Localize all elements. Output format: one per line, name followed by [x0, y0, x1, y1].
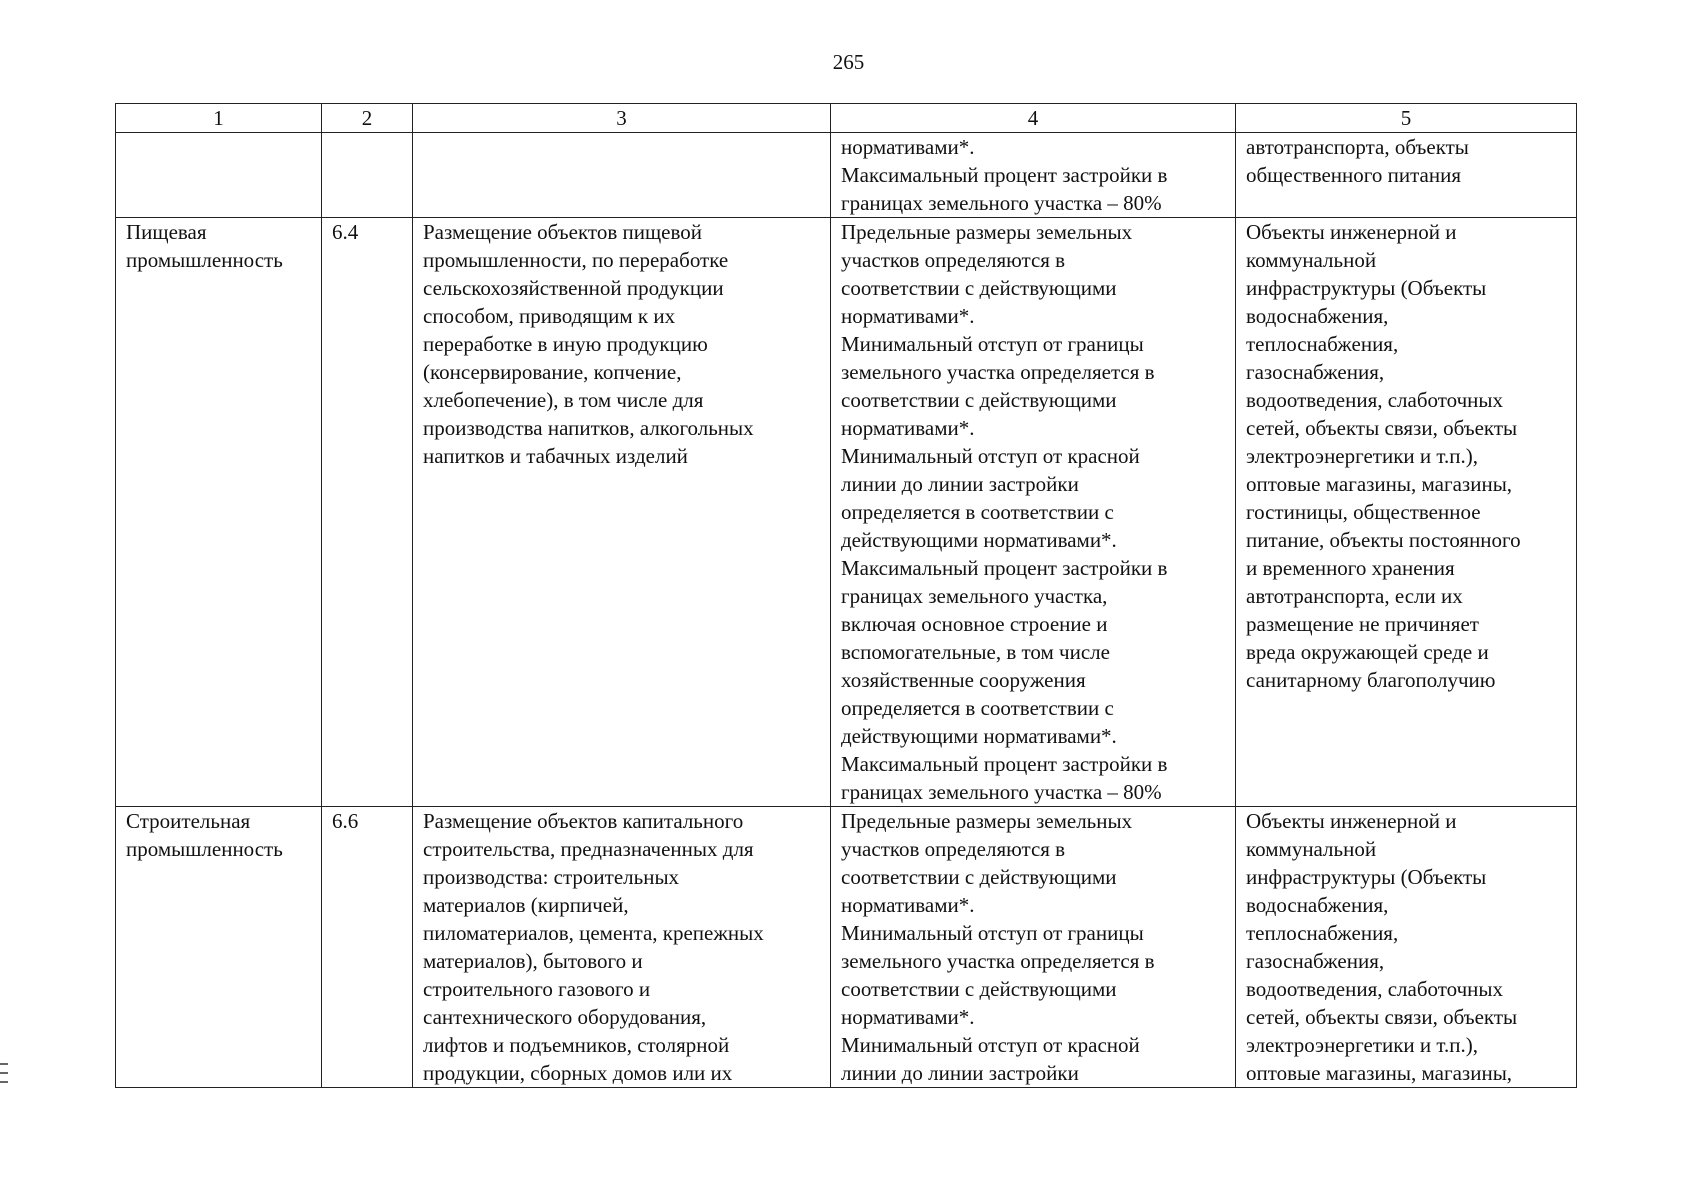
- cell-text-line: промышленность: [126, 248, 283, 272]
- cell-text-line: сантехнического оборудования,: [423, 1005, 707, 1029]
- cell-text-line: Максимальный процент застройки в: [841, 163, 1168, 187]
- cell-text-line: лифтов и подъемников, столярной: [423, 1033, 730, 1057]
- column-header: 4: [831, 104, 1236, 133]
- zoning-table-container: [115, 103, 1576, 1088]
- column-header: 2: [322, 104, 413, 133]
- cell-text-line: земельного участка определяется в: [841, 949, 1155, 973]
- cell-text-line: действующими нормативами*.: [841, 724, 1117, 748]
- cell-text-line: (консервирование, копчение,: [423, 360, 682, 384]
- cell-text-line: материалов), бытового и: [423, 949, 643, 973]
- table-header-row: [116, 104, 1577, 133]
- cell-text-line: границах земельного участка,: [841, 584, 1108, 608]
- auxiliary-uses-cell: [1236, 807, 1577, 1088]
- cell-text-line: хлебопечение), в том числе для: [423, 388, 704, 412]
- cell-text-line: 6.4: [332, 220, 359, 244]
- cell-text-line: строительного газового и: [423, 977, 651, 1001]
- cell-text-line: продукции, сборных домов или их: [423, 1061, 733, 1085]
- cell-text-line: промышленность: [126, 837, 283, 861]
- cell-text-line: соответствии с действующими: [841, 276, 1117, 300]
- cell-text-line: способом, приводящим к их: [423, 304, 676, 328]
- cell-text-line: теплоснабжения,: [1246, 332, 1399, 356]
- cell-text-line: напитков и табачных изделий: [423, 444, 688, 468]
- cell-text-line: Размещение объектов капитального: [423, 809, 744, 833]
- cell-text-line: коммунальной: [1246, 837, 1377, 861]
- cell-text-line: производства напитков, алкогольных: [423, 416, 754, 440]
- cell-text-line: нормативами*.: [841, 893, 975, 917]
- cell-text-line: нормативами*.: [841, 304, 975, 328]
- cell-text-line: соответствии с действующими: [841, 977, 1117, 1001]
- parameters-cell: [831, 807, 1236, 1088]
- cell-text-line: земельного участка определяется в: [841, 360, 1155, 384]
- column-header: 5: [1236, 104, 1577, 133]
- cell-text-line: сетей, объекты связи, объекты: [1246, 1005, 1518, 1029]
- column-header: 1: [116, 104, 322, 133]
- cell-text-line: соответствии с действующими: [841, 865, 1117, 889]
- column-header: 3: [413, 104, 831, 133]
- cell-text-line: инфраструктуры (Объекты: [1246, 276, 1487, 300]
- use-description-cell: [413, 807, 831, 1088]
- cell-text-line: Пищевая: [126, 220, 207, 244]
- use-code-cell: [322, 218, 413, 807]
- use-description-cell: [413, 218, 831, 807]
- use-code-cell: [322, 807, 413, 1088]
- cell-text-line: Максимальный процент застройки в: [841, 556, 1168, 580]
- cell-text-line: определяется в соответствии с: [841, 500, 1114, 524]
- cell-text-line: автотранспорта, если их: [1246, 584, 1463, 608]
- cell-text-line: размещение не причиняет: [1246, 612, 1479, 636]
- cell-text-line: нормативами*.: [841, 1005, 975, 1029]
- cell-text-line: промышленности, по переработке: [423, 248, 729, 272]
- cell-text-line: сельскохозяйственной продукции: [423, 276, 724, 300]
- cell-text-line: участков определяются в: [841, 248, 1066, 272]
- cell-text-line: Максимальный процент застройки в: [841, 752, 1168, 776]
- cell-text-line: сетей, объекты связи, объекты: [1246, 416, 1518, 440]
- table-body: [116, 133, 1577, 1088]
- cell-text-line: инфраструктуры (Объекты: [1246, 865, 1487, 889]
- cell-text-line: водоотведения, слаботочных: [1246, 388, 1504, 412]
- use-name-cell: [116, 133, 322, 218]
- cell-text-line: Предельные размеры земельных: [841, 220, 1133, 244]
- cell-text-line: переработке в иную продукцию: [423, 332, 708, 356]
- cell-text-line: участков определяются в: [841, 837, 1066, 861]
- use-description-cell: [413, 133, 831, 218]
- cell-text-line: пиломатериалов, цемента, крепежных: [423, 921, 764, 945]
- cell-text-line: водоотведения, слаботочных: [1246, 977, 1504, 1001]
- auxiliary-uses-cell: [1236, 218, 1577, 807]
- cell-text-line: линии до линии застройки: [841, 1061, 1079, 1085]
- cell-text-line: водоснабжения,: [1246, 304, 1389, 328]
- cell-text-line: Строительная: [126, 809, 251, 833]
- cell-text-line: гостиницы, общественное: [1246, 500, 1481, 524]
- cell-text-line: определяется в соответствии с: [841, 696, 1114, 720]
- cell-text-line: действующими нормативами*.: [841, 528, 1117, 552]
- auxiliary-uses-cell: [1236, 133, 1577, 218]
- cell-text-line: строительства, предназначенных для: [423, 837, 754, 861]
- cell-text-line: нормативами*.: [841, 416, 975, 440]
- cell-text-line: Объекты инженерной и: [1246, 220, 1457, 244]
- cell-text-line: Минимальный отступ от границы: [841, 332, 1144, 356]
- cell-text-line: Предельные размеры земельных: [841, 809, 1133, 833]
- cell-text-line: общественного питания: [1246, 163, 1461, 187]
- scan-margin-marks: [0, 1063, 8, 1090]
- cell-text-line: оптовые магазины, магазины,: [1246, 472, 1513, 496]
- cell-text-line: электроэнергетики и т.п.),: [1246, 444, 1478, 468]
- cell-text-line: соответствии с действующими: [841, 388, 1117, 412]
- cell-text-line: Объекты инженерной и: [1246, 809, 1457, 833]
- cell-text-line: Размещение объектов пищевой: [423, 220, 702, 244]
- cell-text-line: электроэнергетики и т.п.),: [1246, 1033, 1478, 1057]
- table-row: [116, 807, 1577, 1088]
- zoning-table: [115, 103, 1577, 1088]
- cell-text-line: питание, объекты постоянного: [1246, 528, 1521, 552]
- cell-text-line: Минимальный отступ от границы: [841, 921, 1144, 945]
- table-row: [116, 133, 1577, 218]
- cell-text-line: материалов (кирпичей,: [423, 893, 629, 917]
- cell-text-line: вреда окружающей среде и: [1246, 640, 1489, 664]
- cell-text-line: и временного хранения: [1246, 556, 1455, 580]
- page-number: 265: [832, 50, 865, 74]
- cell-text-line: хозяйственные сооружения: [841, 668, 1086, 692]
- cell-text-line: водоснабжения,: [1246, 893, 1389, 917]
- cell-text-line: санитарному благополучию: [1246, 668, 1496, 692]
- cell-text-line: границах земельного участка – 80%: [841, 780, 1162, 804]
- parameters-cell: [831, 133, 1236, 218]
- cell-text-line: теплоснабжения,: [1246, 921, 1399, 945]
- use-code-cell: [322, 133, 413, 218]
- cell-text-line: границах земельного участка – 80%: [841, 191, 1162, 215]
- cell-text-line: вспомогательные, в том числе: [841, 640, 1110, 664]
- use-name-cell: [116, 218, 322, 807]
- cell-text-line: Минимальный отступ от красной: [841, 444, 1140, 468]
- cell-text-line: газоснабжения,: [1246, 360, 1385, 384]
- cell-text-line: оптовые магазины, магазины,: [1246, 1061, 1513, 1085]
- cell-text-line: линии до линии застройки: [841, 472, 1079, 496]
- cell-text-line: 6.6: [332, 809, 359, 833]
- parameters-cell: [831, 218, 1236, 807]
- cell-text-line: нормативами*.: [841, 135, 975, 159]
- cell-text-line: коммунальной: [1246, 248, 1377, 272]
- cell-text-line: производства: строительных: [423, 865, 680, 889]
- cell-text-line: Минимальный отступ от красной: [841, 1033, 1140, 1057]
- use-name-cell: [116, 807, 322, 1088]
- cell-text-line: включая основное строение и: [841, 612, 1108, 636]
- cell-text-line: автотранспорта, объекты: [1246, 135, 1469, 159]
- cell-text-line: газоснабжения,: [1246, 949, 1385, 973]
- table-row: [116, 218, 1577, 807]
